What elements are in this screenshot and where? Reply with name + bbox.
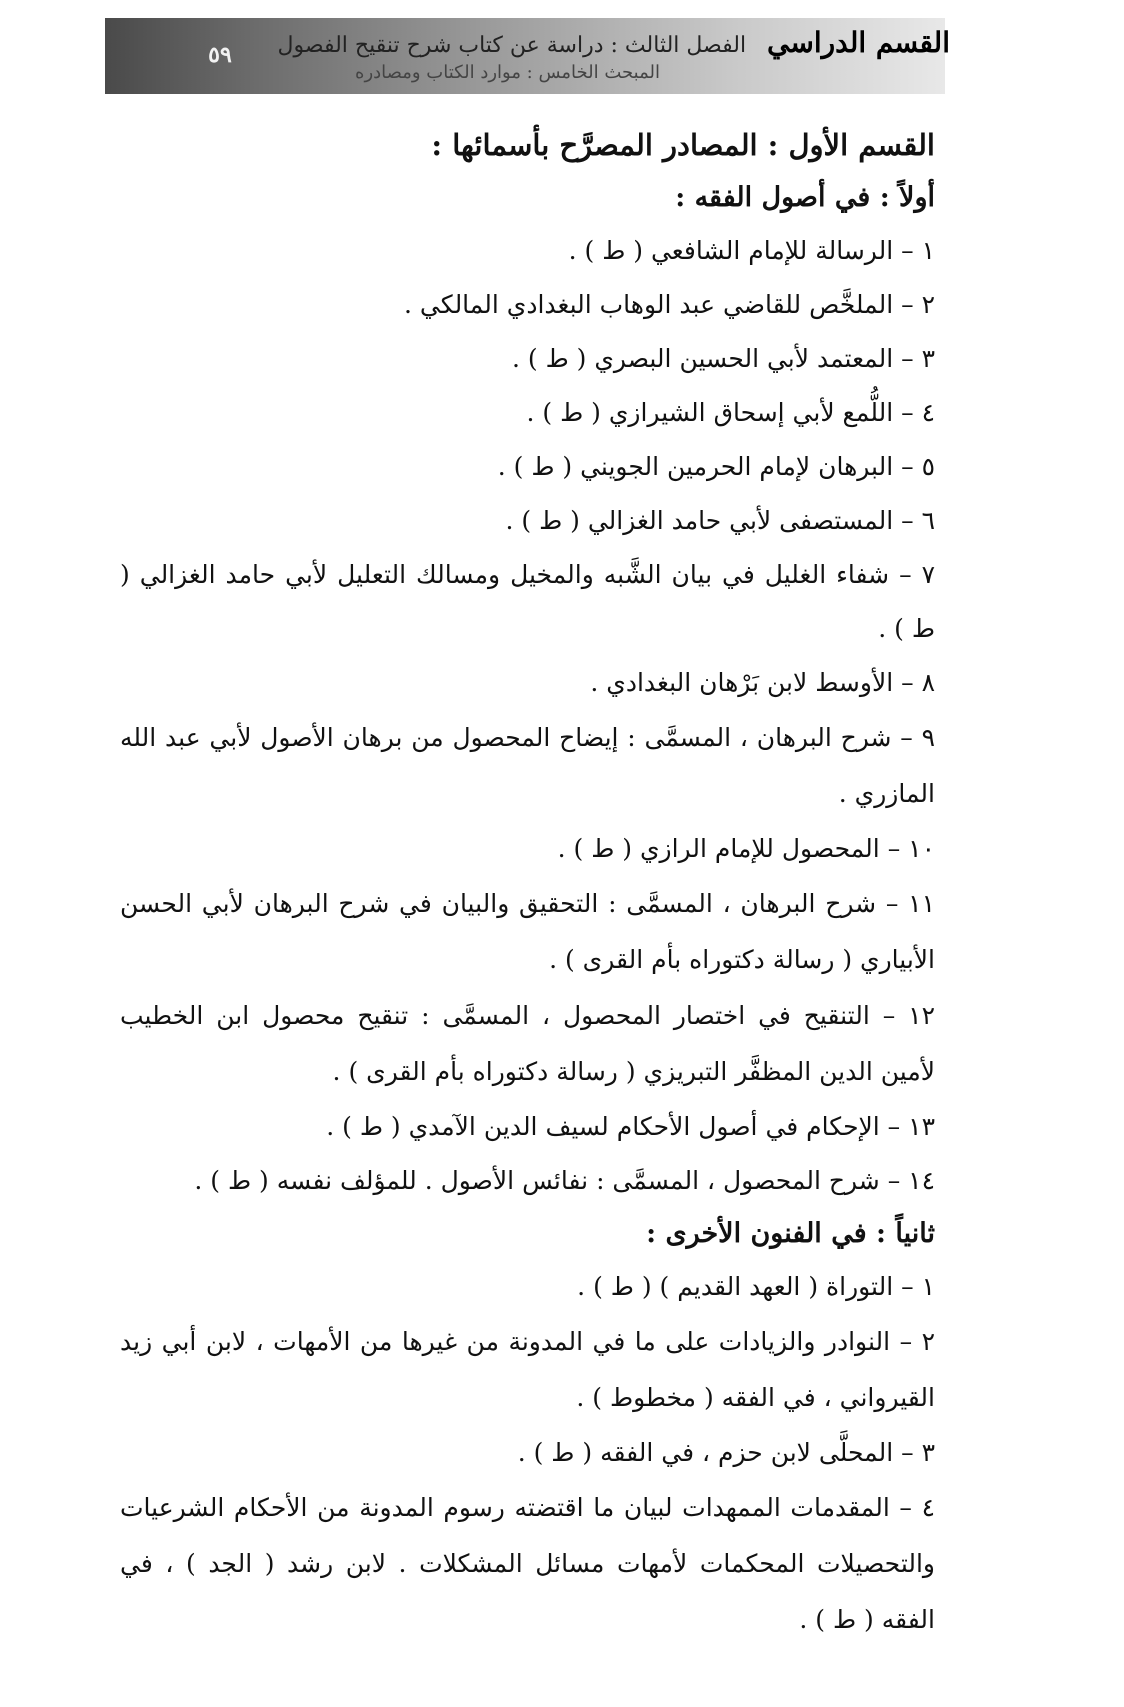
source-item: ٣ – المعتمد لأبي الحسين البصري ( ط ) .	[511, 344, 935, 373]
source-item: ٥ – البرهان لإمام الحرمين الجويني ( ط ) .	[497, 452, 935, 481]
section-heading: القسم الأول : المصادر المصرَّح بأسمائها :	[431, 128, 935, 162]
source-item: ٤ – اللُّمع لأبي إسحاق الشيرازي ( ط ) .	[526, 398, 935, 427]
source-item: ٨ – الأوسط لابن بَرْهان البغدادي .	[590, 668, 935, 697]
other-arts-heading: ثانياً : في الفنون الأخرى :	[646, 1218, 935, 1249]
source-item: ٤ – المقدمات الممهدات لبيان ما اقتضته رسوم المدونة من الأحكام الشرعيات والتحصيلات المحكمات لأمهات مسائل المشكلات . لابن رشد ( الجد ) ، في الفقه ( ط ) .	[120, 1493, 935, 1634]
page-number: ٥٩	[208, 42, 232, 68]
usul-heading: أولاً : في أصول الفقه :	[675, 182, 935, 213]
source-item: ٢ – النوادر والزيادات على ما في المدونة من غيرها من الأمهات ، لابن أبي زيد القيرواني ، في الفقه ( مخطوط ) .	[120, 1327, 935, 1412]
source-item: ١١ – شرح البرهان ، المسمَّى : التحقيق والبيان في شرح البرهان لأبي الحسن الأبياري ( رسالة دكتوراه بأم القرى ) .	[120, 889, 935, 974]
source-item: ٧ – شفاء الغليل في بيان الشَّبه والمخيل ومسالك التعليل لأبي حامد الغزالي ( ط ) .	[120, 560, 935, 643]
header-subsection-title: المبحث الخامس : موارد الكتاب ومصادره	[355, 62, 660, 83]
source-item: ٦ – المستصفى لأبي حامد الغزالي ( ط ) .	[505, 506, 935, 535]
source-item: ٩ – شرح البرهان ، المسمَّى : إيضاح المحصول من برهان الأصول لأبي عبد الله المازري .	[120, 723, 935, 808]
source-item: ١ – التوراة ( العهد القديم ) ( ط ) .	[577, 1272, 935, 1301]
header-section-title: القسم الدراسي	[767, 26, 950, 59]
header-titles	[270, 26, 950, 59]
header-chapter-title: الفصل الثالث : دراسة عن كتاب شرح تنقيح الفصول	[277, 33, 747, 58]
source-item: ١٤ – شرح المحصول ، المسمَّى : نفائس الأصول . للمؤلف نفسه ( ط ) .	[194, 1166, 935, 1195]
source-item: ١٢ – التنقيح في اختصار المحصول ، المسمَّى : تنقيح محصول ابن الخطيب لأمين الدين المظفَّر التبريزي ( رسالة دكتوراه بأم القرى ) .	[120, 1001, 935, 1086]
source-item: ١٣ – الإحكام في أصول الأحكام لسيف الدين الآمدي ( ط ) .	[326, 1112, 935, 1141]
source-item: ١ – الرسالة للإمام الشافعي ( ط ) .	[568, 236, 935, 265]
source-item: ٢ – الملخَّص للقاضي عبد الوهاب البغدادي المالكي .	[404, 290, 935, 319]
source-item: ١٠ – المحصول للإمام الرازي ( ط ) .	[557, 834, 935, 863]
source-item: ٣ – المحلَّى لابن حزم ، في الفقه ( ط ) .	[517, 1438, 935, 1467]
page-body	[120, 118, 935, 1648]
